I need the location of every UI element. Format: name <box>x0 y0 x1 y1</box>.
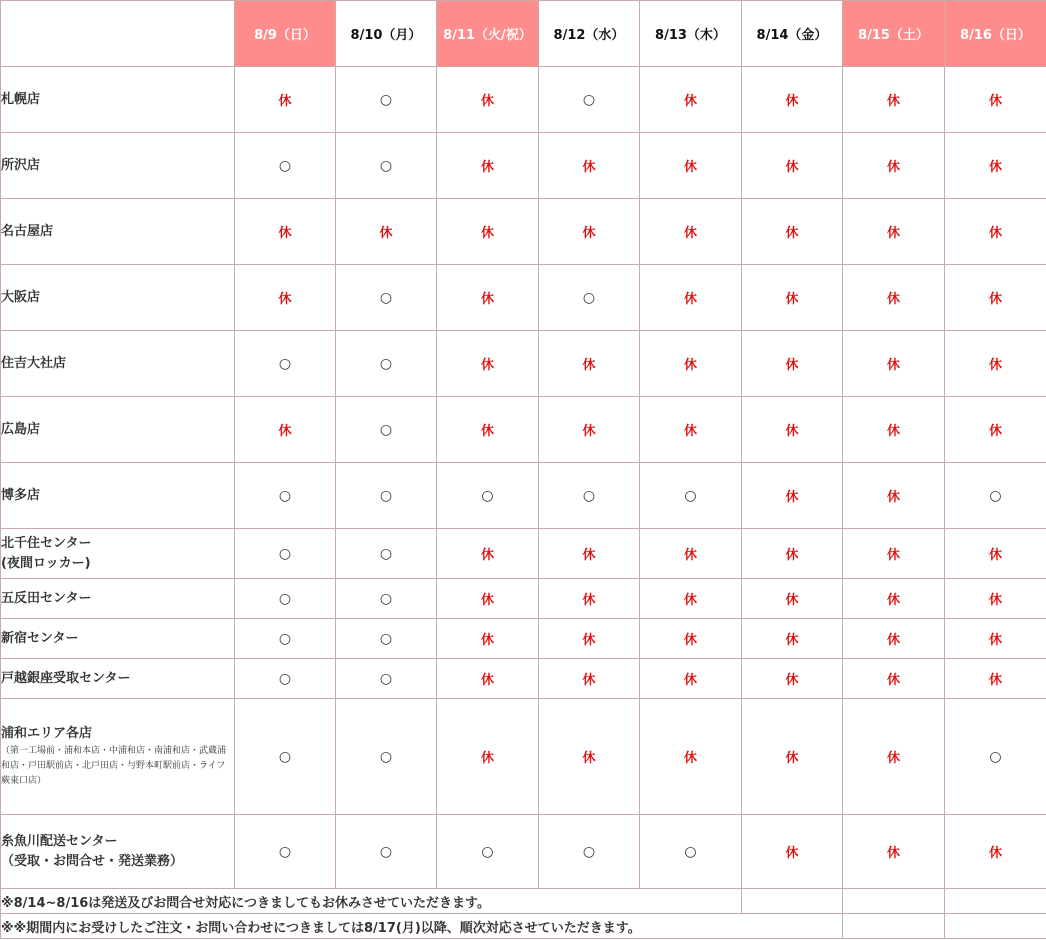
closed-mark: 休 <box>640 331 742 397</box>
open-mark: ○ <box>640 815 742 889</box>
open-mark: ○ <box>235 619 336 659</box>
closed-mark: 休 <box>235 67 336 133</box>
store-name: 糸魚川配送センター <box>1 833 118 849</box>
closed-mark: 休 <box>945 133 1046 199</box>
table-row <box>1 619 1046 659</box>
open-mark: ○ <box>437 463 539 529</box>
store-name: 広島店 <box>1 421 41 437</box>
closed-mark: 休 <box>742 67 843 133</box>
closed-mark: 休 <box>539 699 640 815</box>
closed-mark: 休 <box>945 265 1046 331</box>
table-row <box>1 529 1046 579</box>
closed-mark: 休 <box>539 579 640 619</box>
closed-mark: 休 <box>640 699 742 815</box>
closed-mark: 休 <box>742 265 843 331</box>
closed-mark: 休 <box>437 133 539 199</box>
closed-mark: 休 <box>437 397 539 463</box>
open-mark: ○ <box>437 815 539 889</box>
closed-mark: 休 <box>742 199 843 265</box>
closed-mark: 休 <box>843 199 945 265</box>
closed-mark: 休 <box>437 265 539 331</box>
table-row <box>1 265 1046 331</box>
closed-mark: 休 <box>437 331 539 397</box>
closed-mark: 休 <box>640 265 742 331</box>
open-mark: ○ <box>235 579 336 619</box>
open-mark: ○ <box>336 463 437 529</box>
blank-cell <box>945 889 1046 914</box>
open-mark: ○ <box>539 463 640 529</box>
closed-mark: 休 <box>843 265 945 331</box>
closed-mark: 休 <box>843 397 945 463</box>
store-name: 札幌店 <box>1 91 41 107</box>
header-date: 8/12（水） <box>539 1 640 67</box>
closed-mark: 休 <box>843 699 945 815</box>
store-name-cell <box>1 815 235 889</box>
closed-mark: 休 <box>336 199 437 265</box>
closed-mark: 休 <box>945 331 1046 397</box>
store-name: 浦和エリア各店 <box>1 726 93 741</box>
store-name: 大阪店 <box>1 289 41 305</box>
header-date: 8/13（木） <box>640 1 742 67</box>
store-name: 戸越銀座受取センター <box>1 670 131 686</box>
closed-mark: 休 <box>539 659 640 699</box>
open-mark: ○ <box>336 397 437 463</box>
closed-mark: 休 <box>843 67 945 133</box>
closed-mark: 休 <box>539 397 640 463</box>
table-row <box>1 579 1046 619</box>
table-row <box>1 815 1046 889</box>
blank-cell <box>843 914 945 939</box>
closed-mark: 休 <box>640 579 742 619</box>
closed-mark: 休 <box>843 619 945 659</box>
closed-mark: 休 <box>742 579 843 619</box>
open-mark: ○ <box>640 463 742 529</box>
open-mark: ○ <box>336 659 437 699</box>
closed-mark: 休 <box>539 133 640 199</box>
closed-mark: 休 <box>945 815 1046 889</box>
blank-cell <box>742 889 843 914</box>
closed-mark: 休 <box>945 199 1046 265</box>
blank-cell <box>945 914 1046 939</box>
closed-mark: 休 <box>945 659 1046 699</box>
closed-mark: 休 <box>235 265 336 331</box>
closed-mark: 休 <box>640 133 742 199</box>
open-mark: ○ <box>336 579 437 619</box>
store-name-cell <box>1 659 235 699</box>
note-text: ※※期間内にお受けしたご注文・お問い合わせにつきましては8/17(月)以降、順次対応させていただきます。 <box>1 914 843 939</box>
open-mark: ○ <box>336 619 437 659</box>
header-date: 8/16（日） <box>945 1 1046 67</box>
open-mark: ○ <box>235 529 336 579</box>
table-row <box>1 331 1046 397</box>
store-name: 住吉大社店 <box>1 355 67 371</box>
store-name: 博多店 <box>1 487 41 503</box>
open-mark: ○ <box>235 133 336 199</box>
header-date: 8/10（月） <box>336 1 437 67</box>
closed-mark: 休 <box>742 331 843 397</box>
blank-cell <box>843 889 945 914</box>
store-name: 五反田センター <box>1 590 92 606</box>
open-mark: ○ <box>235 699 336 815</box>
open-mark: ○ <box>336 815 437 889</box>
closed-mark: 休 <box>742 815 843 889</box>
closed-mark: 休 <box>742 619 843 659</box>
closed-mark: 休 <box>945 579 1046 619</box>
closed-mark: 休 <box>437 619 539 659</box>
store-name-cell <box>1 199 235 265</box>
store-name-cell <box>1 463 235 529</box>
note-text: ※8/14~8/16は発送及びお問合せ対応につきましてもお休みさせていただきます。 <box>1 889 742 914</box>
open-mark: ○ <box>336 699 437 815</box>
open-mark: ○ <box>539 265 640 331</box>
table-row <box>1 659 1046 699</box>
closed-mark: 休 <box>843 463 945 529</box>
closed-mark: 休 <box>640 67 742 133</box>
store-name: 新宿センター <box>1 630 79 646</box>
store-name: 名古屋店 <box>1 223 54 239</box>
open-mark: ○ <box>336 529 437 579</box>
closed-mark: 休 <box>843 529 945 579</box>
open-mark: ○ <box>235 331 336 397</box>
closed-mark: 休 <box>235 397 336 463</box>
table-row <box>1 397 1046 463</box>
open-mark: ○ <box>539 815 640 889</box>
closed-mark: 休 <box>539 619 640 659</box>
open-mark: ○ <box>235 815 336 889</box>
closed-mark: 休 <box>945 67 1046 133</box>
closed-mark: 休 <box>437 199 539 265</box>
closed-mark: 休 <box>539 199 640 265</box>
closed-mark: 休 <box>640 659 742 699</box>
store-name: 所沢店 <box>1 157 41 173</box>
store-branches: （第一工場前・浦和本店・中浦和店・南浦和店・武蔵浦和店・戸田駅前店・北戸田店・与野本町駅前店・ライフ蕨東口店） <box>1 746 227 786</box>
closed-mark: 休 <box>742 463 843 529</box>
closed-mark: 休 <box>742 699 843 815</box>
closed-mark: 休 <box>742 397 843 463</box>
open-mark: ○ <box>235 463 336 529</box>
open-mark: ○ <box>336 133 437 199</box>
note-row <box>1 889 1046 914</box>
closed-mark: 休 <box>437 67 539 133</box>
header-date: 8/15（土） <box>843 1 945 67</box>
closed-mark: 休 <box>437 579 539 619</box>
header-corner <box>1 1 235 67</box>
store-name-cell <box>1 699 235 815</box>
open-mark: ○ <box>945 699 1046 815</box>
store-name-cell <box>1 529 235 579</box>
closed-mark: 休 <box>640 199 742 265</box>
store-name-cell <box>1 67 235 133</box>
store-name-cell <box>1 397 235 463</box>
table-row <box>1 67 1046 133</box>
closed-mark: 休 <box>843 579 945 619</box>
closed-mark: 休 <box>640 529 742 579</box>
header-row <box>1 1 1046 67</box>
header-date: 8/9（日） <box>235 1 336 67</box>
closed-mark: 休 <box>742 529 843 579</box>
closed-mark: 休 <box>843 659 945 699</box>
table-row <box>1 199 1046 265</box>
store-name-line2: （受取・お問合せ・発送業務） <box>1 853 184 869</box>
open-mark: ○ <box>235 659 336 699</box>
closed-mark: 休 <box>843 815 945 889</box>
store-name-line2: (夜間ロッカー) <box>1 555 91 571</box>
closed-mark: 休 <box>945 619 1046 659</box>
closed-mark: 休 <box>945 397 1046 463</box>
closed-mark: 休 <box>640 397 742 463</box>
open-mark: ○ <box>539 67 640 133</box>
table-row <box>1 133 1046 199</box>
store-name-cell <box>1 619 235 659</box>
closed-mark: 休 <box>235 199 336 265</box>
closed-mark: 休 <box>742 659 843 699</box>
open-mark: ○ <box>336 67 437 133</box>
header-date: 8/11（火/祝） <box>437 1 539 67</box>
open-mark: ○ <box>336 265 437 331</box>
store-name-cell <box>1 331 235 397</box>
closed-mark: 休 <box>539 529 640 579</box>
note-row <box>1 914 1046 939</box>
open-mark: ○ <box>945 463 1046 529</box>
store-name: 北千住センター <box>1 535 92 551</box>
header-date: 8/14（金） <box>742 1 843 67</box>
closed-mark: 休 <box>742 133 843 199</box>
closed-mark: 休 <box>945 529 1046 579</box>
table-row <box>1 699 1046 815</box>
table-row <box>1 463 1046 529</box>
open-mark: ○ <box>336 331 437 397</box>
store-name-cell <box>1 265 235 331</box>
closed-mark: 休 <box>437 699 539 815</box>
closed-mark: 休 <box>539 331 640 397</box>
closed-mark: 休 <box>843 331 945 397</box>
closed-mark: 休 <box>640 619 742 659</box>
store-name-cell <box>1 133 235 199</box>
store-name-cell <box>1 579 235 619</box>
closed-mark: 休 <box>437 529 539 579</box>
closed-mark: 休 <box>437 659 539 699</box>
closed-mark: 休 <box>843 133 945 199</box>
